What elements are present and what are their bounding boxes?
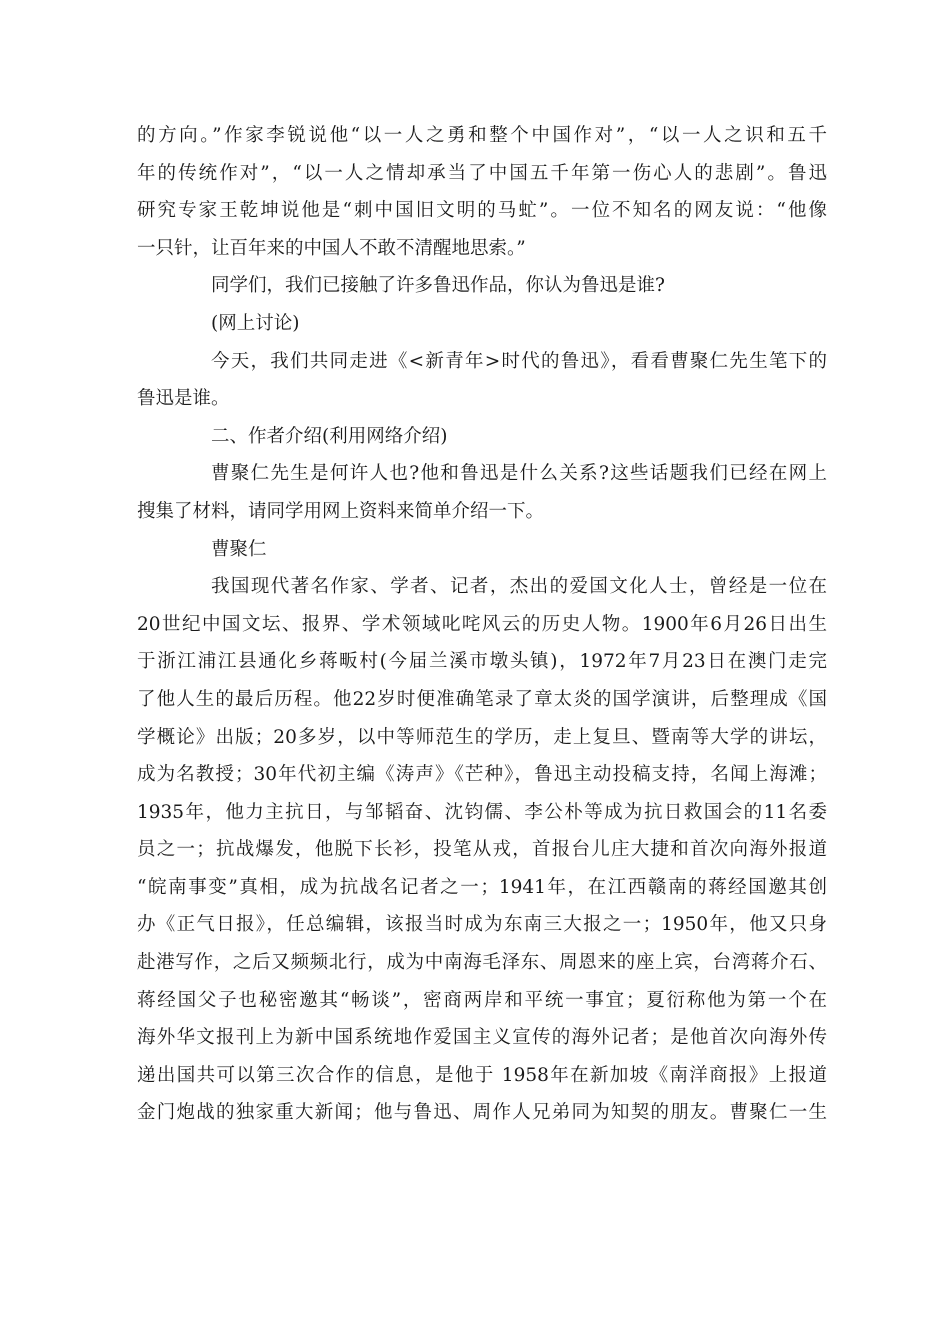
text-line: 蒋经国父子也秘密邀其“畅谈”，密商两岸和平统一事宜；夏衍称他为第一个在 — [137, 989, 827, 1011]
text-line: (网上讨论) — [211, 312, 300, 334]
text-line: 年的传统作对”，“以一人之情却承当了中国五千年第一伤心人的悲剧”。鲁迅 — [137, 162, 827, 184]
text-line: 我国现代著名作家、学者、记者，杰出的爱国文化人士，曾经是一位在 — [211, 576, 827, 598]
text-line: 成为名教授；30年代初主编《涛声》《芒种》，鲁迅主动投稿支持，名闻上海滩； — [137, 764, 827, 786]
text-line: 赴港写作，之后又频频北行，成为中南海毛泽东、周恩来的座上宾，台湾蒋介石、 — [137, 952, 827, 974]
text-line: 鲁迅是谁。 — [137, 388, 230, 410]
text-line: 今天，我们共同走进《<新青年>时代的鲁迅》，看看曹聚仁先生笔下的 — [211, 350, 827, 372]
text-line: 同学们，我们已接触了许多鲁迅作品，你认为鲁迅是谁? — [211, 275, 665, 297]
text-line: 20世纪中国文坛、报界、学术领域叱咤风云的历史人物。1900年6月26日出生 — [137, 613, 827, 635]
text-line: 曹聚仁 — [211, 538, 267, 560]
text-line: 海外华文报刊上为新中国系统地作爱国主义宣传的海外记者；是他首次向海外传 — [137, 1027, 827, 1049]
text-line: 二、作者介绍(利用网络介绍) — [211, 425, 448, 447]
text-line: 学概论》出版；20多岁，以中等师范生的学历，走上复旦、暨南等大学的讲坛， — [137, 726, 827, 748]
text-line: 递出国共可以第三次合作的信息，是他于 1958年在新加坡《南洋商报》上报道 — [137, 1064, 827, 1086]
text-line: “皖南事变”真相，成为抗战名记者之一；1941年，在江西赣南的蒋经国邀其创 — [137, 876, 827, 898]
text-line: 搜集了材料，请同学用网上资料来简单介绍一下。 — [137, 500, 545, 522]
text-line: 的方向。”作家李锐说他“以一人之勇和整个中国作对”，“以一人之识和五千 — [137, 125, 827, 146]
text-line: 员之一；抗战爆发，他脱下长衫，投笔从戎，首报台儿庄大捷和首次向海外报道 — [137, 839, 827, 861]
text-line: 办《正气日报》，任总编辑，该报当时成为东南三大报之一；1950年，他又只身 — [137, 914, 827, 936]
text-line: 曹聚仁先生是何许人也?他和鲁迅是什么关系?这些话题我们已经在网上 — [211, 463, 827, 485]
text-line: 了他人生的最后历程。他22岁时便准确笔录了章太炎的国学演讲，后整理成《国 — [137, 688, 827, 710]
text-line: 研究专家王乾坤说他是“刺中国旧文明的马虻”。一位不知名的网友说：“他像 — [137, 200, 827, 222]
text-line: 于浙江浦江县通化乡蒋畈村(今届兰溪市墩头镇)，1972年7月23日在澳门走完 — [137, 651, 827, 673]
document-body — [137, 117, 827, 1132]
text-line: 金门炮战的独家重大新闻；他与鲁迅、周作人兄弟同为知契的朋友。曹聚仁一生 — [137, 1102, 827, 1124]
text-line: 一只针，让百年来的中国人不敢不清醒地思索。” — [137, 237, 526, 259]
text-line: 1935年，他力主抗日，与邹韬奋、沈钧儒、李公朴等成为抗日救国会的11名委 — [137, 801, 827, 823]
